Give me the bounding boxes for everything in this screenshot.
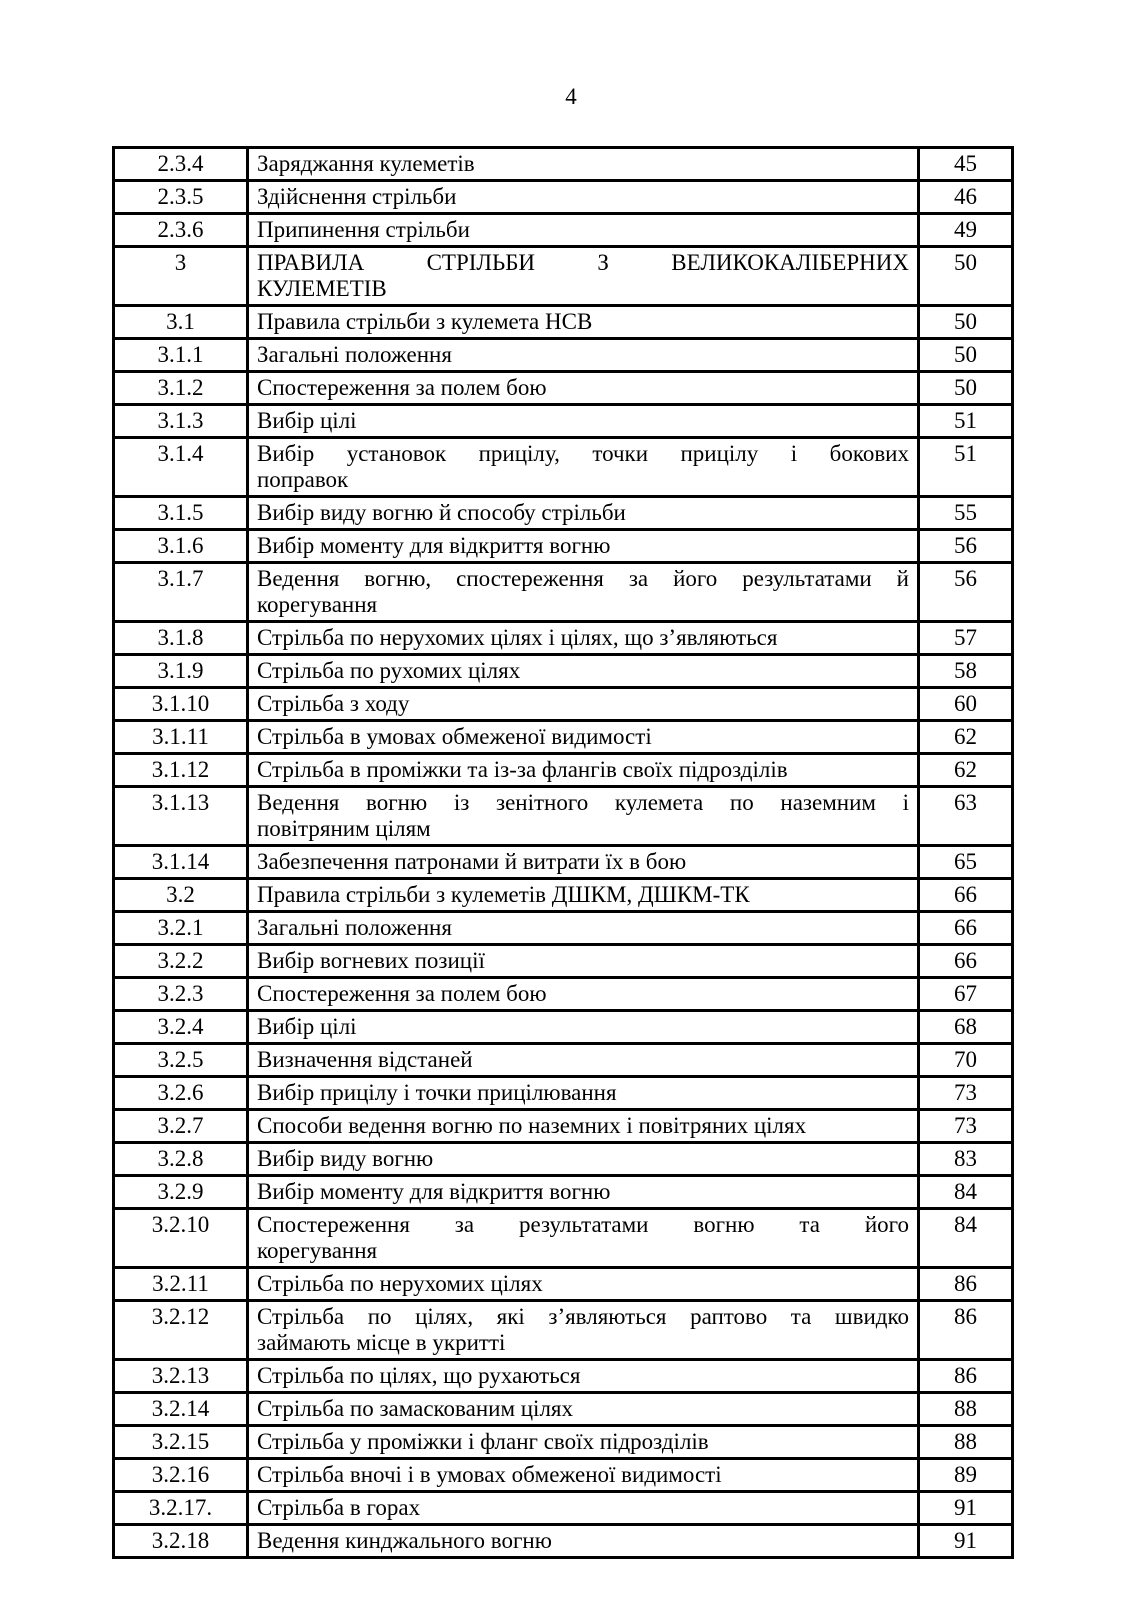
section-number-cell: 3.2.9 [114, 1176, 248, 1209]
table-row [114, 1360, 1013, 1393]
table-row [114, 1209, 1013, 1268]
page-number-cell: 45 [919, 148, 1013, 181]
section-title-line: Вибір вогневих позиції [257, 948, 485, 973]
section-title-cell [248, 622, 919, 655]
page-number-cell: 67 [919, 978, 1013, 1011]
table-row [114, 1176, 1013, 1209]
section-title-cell [248, 148, 919, 181]
section-number-cell: 3.2.8 [114, 1143, 248, 1176]
page-number-cell: 50 [919, 339, 1013, 372]
section-number-cell: 3.2.17. [114, 1492, 248, 1525]
table-row [114, 563, 1013, 622]
section-title-line: Стрільба вночі і в умовах обмеженої видимості [257, 1462, 722, 1487]
section-title-line: Стрільба по цілях, які з’являються раптово та швидко [257, 1304, 909, 1329]
page-number-cell: 51 [919, 438, 1013, 497]
section-title-line: Спостереження за полем бою [257, 981, 547, 1006]
page-number-cell: 62 [919, 721, 1013, 754]
section-title-cell [248, 846, 919, 879]
section-number-cell: 3.2.13 [114, 1360, 248, 1393]
section-title-line: Припинення стрільби [257, 217, 470, 242]
table-row [114, 1393, 1013, 1426]
section-title-cell [248, 1393, 919, 1426]
table-row [114, 721, 1013, 754]
section-title-cell [248, 1011, 919, 1044]
page-number-cell: 89 [919, 1459, 1013, 1492]
section-title-line: Вибір установок прицілу, точки прицілу і бокових [257, 441, 909, 466]
table-row [114, 879, 1013, 912]
table-row [114, 754, 1013, 787]
section-title-cell [248, 247, 919, 306]
page-number-cell: 91 [919, 1492, 1013, 1525]
toc-table [112, 146, 1014, 1559]
section-title-cell [248, 978, 919, 1011]
page-number-cell: 60 [919, 688, 1013, 721]
section-number-cell: 3.2.6 [114, 1077, 248, 1110]
section-title-cell [248, 1209, 919, 1268]
section-title-line: Спостереження за полем бою [257, 375, 547, 400]
section-title-line: Визначення відстаней [257, 1047, 473, 1072]
section-number-cell: 3.2.16 [114, 1459, 248, 1492]
page-number-cell: 88 [919, 1426, 1013, 1459]
section-title-line: займають місце в укритті [257, 1330, 506, 1355]
section-number-cell: 3.2.1 [114, 912, 248, 945]
section-title-cell [248, 688, 919, 721]
page-number-cell: 68 [919, 1011, 1013, 1044]
table-row [114, 530, 1013, 563]
section-number-cell: 3.2.10 [114, 1209, 248, 1268]
section-title-line: Вибір цілі [257, 1014, 357, 1039]
section-title-cell [248, 1143, 919, 1176]
page-number-cell: 56 [919, 563, 1013, 622]
section-number-cell: 3.1.1 [114, 339, 248, 372]
table-row [114, 1110, 1013, 1143]
section-title-cell [248, 879, 919, 912]
page-number-cell: 86 [919, 1268, 1013, 1301]
table-row [114, 655, 1013, 688]
section-number-cell: 3.1.7 [114, 563, 248, 622]
section-title-line: Стрільба по нерухомих цілях і цілях, що з’являються [257, 625, 778, 650]
section-number-cell: 3.1.12 [114, 754, 248, 787]
page-number-cell: 50 [919, 247, 1013, 306]
section-title-cell [248, 306, 919, 339]
section-title-cell [248, 1459, 919, 1492]
section-title-line: Здійснення стрільби [257, 184, 457, 209]
table-row [114, 339, 1013, 372]
section-title-cell [248, 1492, 919, 1525]
section-number-cell: 3.2.14 [114, 1393, 248, 1426]
section-number-cell: 3.1.5 [114, 497, 248, 530]
section-title-line: Вибір моменту для відкриття вогню [257, 533, 611, 558]
section-title-cell [248, 1268, 919, 1301]
section-number-cell: 3.2.5 [114, 1044, 248, 1077]
table-row [114, 372, 1013, 405]
page-number-cell: 65 [919, 846, 1013, 879]
table-row [114, 688, 1013, 721]
section-title-line: Вибір прицілу і точки прицілювання [257, 1080, 617, 1105]
table-row [114, 1077, 1013, 1110]
page-number-cell: 70 [919, 1044, 1013, 1077]
section-number-cell: 3.2.15 [114, 1426, 248, 1459]
table-row [114, 148, 1013, 181]
section-title-cell [248, 721, 919, 754]
table-row [114, 497, 1013, 530]
table-row [114, 247, 1013, 306]
section-number-cell: 3 [114, 247, 248, 306]
section-number-cell: 3.1.8 [114, 622, 248, 655]
section-title-cell [248, 1176, 919, 1209]
table-row [114, 846, 1013, 879]
page-number-cell: 62 [919, 754, 1013, 787]
table-row [114, 787, 1013, 846]
section-title-cell [248, 912, 919, 945]
section-title-cell [248, 214, 919, 247]
section-title-line: КУЛЕМЕТІВ [257, 276, 387, 301]
section-number-cell: 3.1.11 [114, 721, 248, 754]
page-number-cell: 88 [919, 1393, 1013, 1426]
page-number-cell: 46 [919, 181, 1013, 214]
page-number-cell: 73 [919, 1110, 1013, 1143]
section-number-cell: 3.2.2 [114, 945, 248, 978]
page-number-cell: 66 [919, 945, 1013, 978]
page-number-cell: 50 [919, 372, 1013, 405]
section-title-cell [248, 372, 919, 405]
section-title-cell [248, 1110, 919, 1143]
section-title-line: корегування [257, 592, 378, 617]
section-number-cell: 2.3.6 [114, 214, 248, 247]
table-row [114, 1426, 1013, 1459]
section-title-cell [248, 945, 919, 978]
section-title-cell [248, 1426, 919, 1459]
section-title-line: Способи ведення вогню по наземних і повітряних цілях [257, 1113, 807, 1138]
section-number-cell: 3.2.7 [114, 1110, 248, 1143]
section-title-line: Стрільба по замаскованим цілях [257, 1396, 574, 1421]
section-title-line: Ведення вогню із зенітного кулемета по наземним і [257, 790, 909, 815]
section-title-line: Вибір виду вогню й способу стрільби [257, 500, 626, 525]
section-number-cell: 2.3.4 [114, 148, 248, 181]
section-title-line: Вибір виду вогню [257, 1146, 434, 1171]
section-title-cell [248, 497, 919, 530]
page-number-cell: 73 [919, 1077, 1013, 1110]
table-row [114, 978, 1013, 1011]
section-number-cell: 3.1.6 [114, 530, 248, 563]
table-row [114, 405, 1013, 438]
section-title-line: повітряним цілям [257, 816, 431, 841]
page-number-cell: 84 [919, 1176, 1013, 1209]
section-title-line: Правила стрільби з кулеметів ДШКМ, ДШКМ-ТК [257, 882, 750, 907]
page-number-cell: 91 [919, 1525, 1013, 1558]
section-number-cell: 3.2 [114, 879, 248, 912]
page-number-cell: 66 [919, 912, 1013, 945]
section-title-cell [248, 1525, 919, 1558]
section-title-line: Стрільба по цілях, що рухаються [257, 1363, 581, 1388]
page-number-cell: 83 [919, 1143, 1013, 1176]
section-title-cell [248, 530, 919, 563]
section-title-line: поправок [257, 467, 349, 492]
page-number-cell: 57 [919, 622, 1013, 655]
page-number-cell: 49 [919, 214, 1013, 247]
section-title-line: Забезпечення патронами й витрати їх в бою [257, 849, 687, 874]
section-title-cell [248, 563, 919, 622]
table-row [114, 1459, 1013, 1492]
section-title-line: Заряджання кулеметів [257, 151, 475, 176]
table-row [114, 1301, 1013, 1360]
section-number-cell: 3.1.3 [114, 405, 248, 438]
section-title-cell [248, 1360, 919, 1393]
section-title-line: Стрільба по рухомих цілях [257, 658, 521, 683]
table-row [114, 214, 1013, 247]
section-title-line: Ведення кинджального вогню [257, 1528, 552, 1553]
page-number-header: 4 [565, 84, 577, 109]
section-title-cell [248, 181, 919, 214]
table-row [114, 945, 1013, 978]
section-title-line: Ведення вогню, спостереження за його результатами й [257, 566, 909, 591]
section-number-cell: 3.2.11 [114, 1268, 248, 1301]
table-row [114, 912, 1013, 945]
section-title-line: Правила стрільби з кулемета НСВ [257, 309, 593, 334]
section-number-cell: 3.1.10 [114, 688, 248, 721]
page-number-cell: 56 [919, 530, 1013, 563]
section-title-cell [248, 405, 919, 438]
table-row [114, 181, 1013, 214]
section-title-line: Вибір цілі [257, 408, 357, 433]
section-title-cell [248, 787, 919, 846]
section-number-cell: 3.1.4 [114, 438, 248, 497]
section-title-line: Стрільба у проміжки і фланг своїх підрозділів [257, 1429, 709, 1454]
table-row [114, 306, 1013, 339]
section-title-line: Загальні положення [257, 342, 452, 367]
section-number-cell: 3.2.18 [114, 1525, 248, 1558]
table-row [114, 1143, 1013, 1176]
page-number-cell: 86 [919, 1360, 1013, 1393]
table-row [114, 622, 1013, 655]
table-row [114, 1268, 1013, 1301]
section-title-line: Стрільба в горах [257, 1495, 421, 1520]
page-number-cell: 84 [919, 1209, 1013, 1268]
page-number-cell: 86 [919, 1301, 1013, 1360]
section-number-cell: 3.1.14 [114, 846, 248, 879]
section-title-cell [248, 754, 919, 787]
section-title-line: корегування [257, 1238, 378, 1263]
section-title-line: Стрільба в проміжки та із-за флангів своїх підрозділів [257, 757, 788, 782]
table-row [114, 1044, 1013, 1077]
section-title-cell [248, 655, 919, 688]
page-number-cell: 66 [919, 879, 1013, 912]
section-number-cell: 3.1 [114, 306, 248, 339]
page-number-cell: 55 [919, 497, 1013, 530]
section-number-cell: 3.2.12 [114, 1301, 248, 1360]
section-title-cell [248, 1301, 919, 1360]
section-title-cell [248, 1077, 919, 1110]
section-title-line: Вибір моменту для відкриття вогню [257, 1179, 611, 1204]
section-title-cell [248, 1044, 919, 1077]
section-number-cell: 2.3.5 [114, 181, 248, 214]
section-title-cell [248, 339, 919, 372]
table-row [114, 1525, 1013, 1558]
page-number-cell: 50 [919, 306, 1013, 339]
table-row [114, 1011, 1013, 1044]
section-title-line: ПРАВИЛА СТРІЛЬБИ З ВЕЛИКОКАЛІБЕРНИХ [257, 250, 909, 275]
page-number-cell: 63 [919, 787, 1013, 846]
section-number-cell: 3.1.2 [114, 372, 248, 405]
section-number-cell: 3.1.13 [114, 787, 248, 846]
section-title-cell [248, 438, 919, 497]
section-title-line: Спостереження за результатами вогню та його [257, 1212, 909, 1237]
section-number-cell: 3.1.9 [114, 655, 248, 688]
section-title-line: Стрільба по нерухомих цілях [257, 1271, 543, 1296]
section-number-cell: 3.2.3 [114, 978, 248, 1011]
page-number-cell: 51 [919, 405, 1013, 438]
table-row [114, 438, 1013, 497]
section-title-line: Стрільба з ходу [257, 691, 410, 716]
table-row [114, 1492, 1013, 1525]
section-number-cell: 3.2.4 [114, 1011, 248, 1044]
page-number-cell: 58 [919, 655, 1013, 688]
section-title-line: Загальні положення [257, 915, 452, 940]
section-title-line: Стрільба в умовах обмеженої видимості [257, 724, 652, 749]
